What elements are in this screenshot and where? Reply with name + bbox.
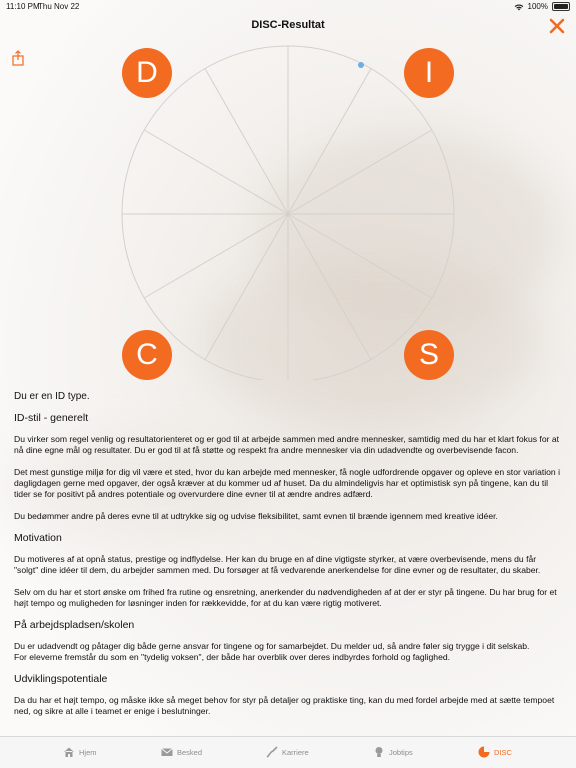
tab-besked[interactable] bbox=[161, 746, 202, 758]
tab-label: Hjem bbox=[79, 747, 97, 757]
disc-wheel bbox=[0, 40, 576, 380]
bulb-icon bbox=[373, 746, 385, 758]
status-right bbox=[514, 2, 570, 11]
home-icon bbox=[63, 746, 75, 758]
disc-pie-icon bbox=[478, 746, 490, 758]
tab-karriere[interactable] bbox=[266, 746, 309, 758]
tab-disc[interactable] bbox=[478, 746, 512, 758]
battery-percent: 100% bbox=[527, 2, 548, 11]
section-heading: Motivation bbox=[14, 532, 62, 544]
wheel-spoke bbox=[288, 214, 432, 298]
disc-badge-c: C bbox=[122, 330, 172, 380]
section-paragraph: Du motiveres af at opnå status, prestige og indflydelse. Her kan du bruge en af dine vigtigste styrker, at være overbevisende, mens du får "solgt" dine idéer til dem, du arbejder sammen med. Du forsøger at få vedvarende anerkendelse for dine evner og de resultater, du skaber. bbox=[14, 554, 541, 575]
section-heading: Udviklingspotentiale bbox=[14, 673, 108, 685]
disc-wheel-spokes bbox=[122, 46, 454, 380]
nav-bar bbox=[0, 14, 576, 38]
wheel-spoke bbox=[288, 69, 371, 215]
section-heading: ID-stil - generelt bbox=[14, 412, 89, 424]
career-icon bbox=[266, 746, 278, 758]
status-bar bbox=[0, 0, 576, 14]
result-sections bbox=[14, 413, 562, 717]
tab-label: DISC bbox=[494, 747, 512, 757]
status-time: 11:10 PM bbox=[6, 2, 40, 11]
wheel-spoke bbox=[288, 130, 432, 214]
disc-position-marker bbox=[358, 62, 364, 68]
tab-label: Besked bbox=[177, 747, 203, 757]
page-title: DISC-Resultat bbox=[251, 19, 325, 31]
mail-icon bbox=[161, 746, 173, 758]
close-icon[interactable] bbox=[548, 17, 566, 35]
section-paragraph: Det mest gunstige miljø for dig vil være et sted, hvor du kan arbejde med mennesker, få nogle udfordrende opgaver og opleve en stor variation i dagligdagen gerne med opgaver, der også kræver at du kommer ud af huset. Da du almindeligvis har et optimistisk syn på tingene, kan du til tider se for positivt på andres potentiale og overvurdere dine evner til at ændre andres adfærd. bbox=[14, 467, 561, 499]
wifi-icon bbox=[514, 3, 524, 11]
tab-hjem[interactable] bbox=[63, 746, 97, 758]
tab-label: Karriere bbox=[282, 747, 309, 757]
section-paragraph: Selv om du har et stort ønske om frihed fra rutine og ensretning, anerkender du nødvendigheden af at der er styr på tingene. Du har brug for et højt tempo og muligheden for løsninger inden for rækkevidde, for at du kan være rigtig motiveret. bbox=[14, 587, 557, 608]
section-heading: På arbejdspladsen/skolen bbox=[14, 619, 135, 631]
section-paragraph: Da du har et højt tempo, og måske ikke så meget behov for styr på detaljer og praktiske ting, kan du med fordel arbejde med at sætte tempoet ned, og sikre at alle i teamet er enige i beslutninger. bbox=[14, 695, 555, 716]
wheel-spoke bbox=[144, 130, 288, 214]
tab-jobtips[interactable] bbox=[373, 746, 413, 758]
tab-bar bbox=[0, 736, 576, 768]
disc-badge-d: D bbox=[122, 48, 172, 98]
wheel-spoke bbox=[205, 214, 288, 360]
wheel-spoke bbox=[144, 214, 288, 298]
wheel-spoke bbox=[288, 214, 371, 360]
tab-label: Jobtips bbox=[389, 747, 413, 757]
section-paragraph: Du virker som regel venlig og resultatorienteret og er god til at arbejde sammen med andre mennesker, samtidig med du har et klart fokus for at nå dine egne mål og resultater. Du er god til at få støtte og respekt fra andre mennesker via din udadvendte og overbevisende facon. bbox=[14, 434, 560, 455]
section-paragraph: Du bedømmer andre på deres evne til at udtrykke sig og udvise fleksibilitet, samt evnen til brænde igennem med kreative idéer. bbox=[14, 511, 498, 521]
wheel-spoke bbox=[205, 69, 288, 215]
status-date: Thu Nov 22 bbox=[38, 2, 80, 11]
disc-badge-i: I bbox=[404, 48, 454, 98]
section-paragraph: Du er udadvendt og påtager dig både gerne ansvar for tingene og for samarbejdet. Du melder ud, så andre føler sig trygge i dit selskab. For eleverne fremstår du som en "tydelig voksen", der både har overblik over deres indbyrdes forhold og faglighed. bbox=[14, 641, 530, 662]
type-line: Du er en ID type. bbox=[14, 391, 90, 402]
disc-badge-s: S bbox=[404, 330, 454, 380]
result-content bbox=[14, 388, 562, 734]
battery-icon bbox=[552, 2, 570, 11]
